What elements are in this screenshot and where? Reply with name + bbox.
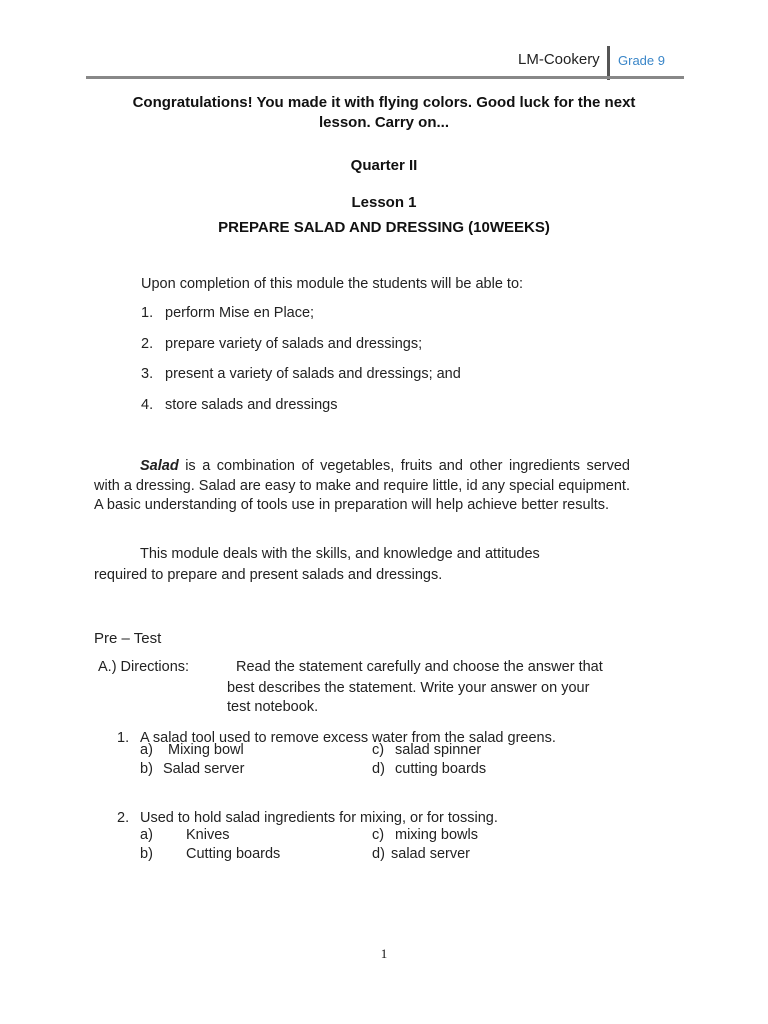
objective-number: 2. bbox=[141, 336, 154, 352]
question-text: Used to hold salad ingredients for mixing, or for tossing. bbox=[140, 810, 498, 826]
header-rule bbox=[86, 76, 684, 79]
option-text: Salad server bbox=[163, 761, 245, 777]
option-letter: b) bbox=[140, 761, 153, 777]
salad-term: Salad bbox=[140, 458, 179, 474]
option-letter: c) bbox=[372, 742, 385, 758]
directions-label: A.) Directions: bbox=[98, 659, 190, 675]
header-title: LM-Cookery bbox=[518, 51, 600, 68]
option-letter: b) bbox=[140, 846, 153, 862]
objective-number: 4. bbox=[141, 397, 154, 413]
lesson-title: PREPARE SALAD AND DRESSING (10WEEKS) bbox=[218, 219, 550, 236]
header-divider bbox=[607, 46, 610, 80]
directions-line-3: test notebook. bbox=[227, 699, 319, 715]
question-text: A salad tool used to remove excess water from the salad greens. bbox=[140, 730, 556, 746]
page-number: 1 bbox=[380, 946, 388, 961]
objective-text: prepare variety of salads and dressings; bbox=[165, 336, 423, 352]
option-letter: c) bbox=[372, 827, 385, 843]
option-text: salad server bbox=[391, 846, 470, 862]
directions-line-2: best describes the statement. Write your answer on your bbox=[227, 680, 590, 696]
objective-text: present a variety of salads and dressings; and bbox=[165, 366, 461, 382]
module-paragraph-line-1: This module deals with the skills, and knowledge and attitudes bbox=[140, 546, 540, 562]
header-grade: Grade 9 bbox=[618, 53, 665, 68]
option-letter: a) bbox=[140, 827, 153, 843]
congrats-line-2: lesson. Carry on... bbox=[318, 114, 450, 131]
quarter-heading: Quarter II bbox=[350, 157, 418, 174]
salad-paragraph bbox=[94, 457, 630, 516]
option-text: Mixing bowl bbox=[168, 742, 244, 758]
question-number: 2. bbox=[117, 810, 130, 826]
option-text: cutting boards bbox=[395, 761, 487, 777]
option-text: Cutting boards bbox=[186, 846, 281, 862]
objective-number: 3. bbox=[141, 366, 154, 382]
lesson-number: Lesson 1 bbox=[351, 194, 417, 211]
objective-text: store salads and dressings bbox=[165, 397, 338, 413]
option-letter: d) bbox=[372, 761, 385, 777]
congrats-line-1: Congratulations! You made it with flying colors. Good luck for the next bbox=[132, 94, 636, 111]
directions-line-1: Read the statement carefully and choose the answer that bbox=[236, 659, 603, 675]
option-text: mixing bowls bbox=[395, 827, 478, 843]
option-letter: a) bbox=[140, 742, 153, 758]
module-paragraph-line-2: required to prepare and present salads and dressings. bbox=[94, 567, 443, 583]
pretest-title: Pre – Test bbox=[94, 630, 162, 647]
objective-number: 1. bbox=[141, 305, 154, 321]
objectives-intro: Upon completion of this module the students will be able to: bbox=[141, 276, 524, 292]
salad-definition: is a combination of vegetables, fruits and other ingredients served with a dressing. Salad are easy to make and require little, id any special equipment. A basic understanding of tools use in preparation will help achieve better results. bbox=[94, 458, 630, 513]
option-text: salad spinner bbox=[395, 742, 482, 758]
question-number: 1. bbox=[117, 730, 130, 746]
option-text: Knives bbox=[186, 827, 230, 843]
option-letter: d) bbox=[372, 846, 385, 862]
objective-text: perform Mise en Place; bbox=[165, 305, 315, 321]
